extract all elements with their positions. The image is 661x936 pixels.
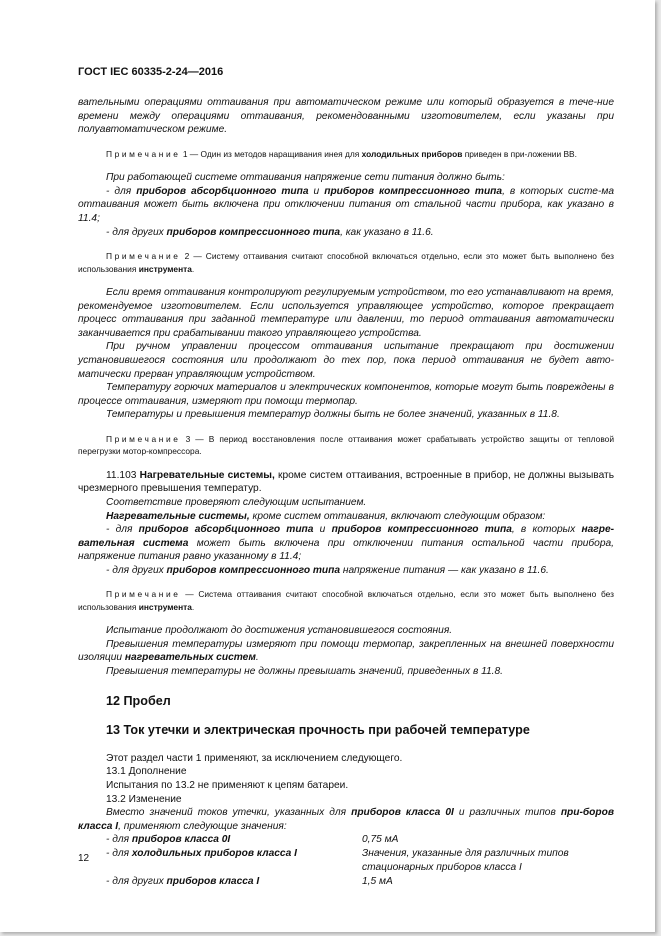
paragraph: Испытания по 13.2 не применяют к цепям батареи. [106,780,349,792]
paragraph: вательными операциями оттаивания при автоматическом режиме или который образуется в тече-ние времени между операциями оттаивания, рекомендованными изготовителем, если указаны при полуавтоматическом режиме. [78,97,614,136]
note-4: Примечание — Система оттаивания считают способной включаться отдельно, если это может быть выполнено без использования инструмента. [78,589,614,612]
clause-13-1: 13.1 Дополнение [106,766,187,778]
list-item: - для приборов абсорбционного типа и приборов компрессионного типа, в которых систе-ма оттаивания может быть включена при отключении питания от стальной части прибора, как указано в 11.4; [78,185,615,224]
paragraph: При ручном управлении процессом оттаивания испытание прекращают при достижении установившегося состояния или продолжают до тех пор, пока период оттаивания не будет авто-матически прерван управляющим устройством. [78,341,614,380]
leakage-values-list [78,833,614,901]
paragraph: Испытание продолжают до достижения установившегося состояния. [106,625,453,637]
paragraph: Соответствие проверяют следующим испытанием. [106,496,367,508]
paragraph: Температуры и превышения температур должны быть не более значений, указанных в 11.8. [106,409,560,421]
note-2: Примечание 2 — Систему оттаивания считают способной включаться отдельно, если это может быть выполнено без использования инструмента. [78,251,614,274]
paragraph: Этот раздел части 1 применяют, за исключением следующего. [106,752,403,764]
value: Значения, указанные для различных типов [362,848,569,860]
note-text: 1 — Один из методов наращивания инея для [182,148,362,159]
value-label: - для холодильных приборов класса I [106,848,297,860]
section-12-heading: 12 Пробел [106,693,171,708]
note-3: Примечание 3 — В период восстановления после оттаивания может срабатывать устройство защиты от тепловой перегрузки мотор-компрессора. [78,433,615,457]
clause-13-2: 13.2 Изменение [106,793,182,805]
section-13-heading: 13 Ток утечки и электрическая прочность при рабочей температуре [106,723,530,738]
note-term: холодильных приборов [361,148,463,159]
value: 0,75 мА [362,834,399,846]
paragraph: Температуру горючих материалов и электрических компонентов, которые могут быть повреждены в процессе оттаивания, измеряют при помощи термопар. [78,382,614,407]
paragraph: Превышения температуры не должны превышать значений, приведенных в 11.8. [106,666,504,678]
document-body [78,96,614,901]
note-label: Примечание [106,148,181,159]
paragraph: Нагревательные системы, кроме систем оттаивания, включают следующим образом: [106,510,546,522]
paragraph: При работающей системе оттаивания напряжение сети питания должно быть: [106,172,505,184]
value: стационарных приборов класса I [362,862,522,874]
note-1 [78,148,614,160]
list-item: - для других приборов компрессионного типа, как указано в 11.6. [106,226,434,238]
value-label: - для приборов класса 0I [106,834,231,846]
clause-11-103: 11.103 Нагревательные системы, кроме систем оттаивания, встроенные в прибор, не должны вызывать чрезмерного превышения температур. [78,469,615,495]
value-label: - для других приборов класса I [106,876,260,888]
value: 1,5 мА [362,876,393,888]
page-number: 12 [78,853,90,864]
list-item: - для других приборов компрессионного типа напряжение питания — как указано в 11.6. [106,564,549,576]
note-text: приведен в при-ложении ВВ. [462,148,577,159]
paragraph: Если время оттаивания контролируют регулируемым устройством, то его устанавливают на время, рекомендуемое изготовителем. Если используется управляющее устройство, которое прекращает процесс оттаивания при заданной температуре или давлении, то период оттаивания автоматически заканчивается при срабатывании такого управляющего устройства. [78,286,614,339]
paragraph: Превышения температуры измеряют при помощи термопар, закрепленных на внешней поверхности изоляции нагревательных систем. [78,638,614,664]
paragraph: Вместо значений токов утечки, указанных для приборов класса 0I и различных типов при-боров класса I, применяют следующие значения: [78,807,615,832]
document-header: ГОСТ IEC 60335-2-24—2016 [78,66,224,78]
list-item: - для приборов абсорбционного типа и приборов компрессионного типа, в которых нагре-вательная система может быть включена при отключении питания остальной части прибора, напряжение питания равно указанному в 11.4; [78,524,615,563]
